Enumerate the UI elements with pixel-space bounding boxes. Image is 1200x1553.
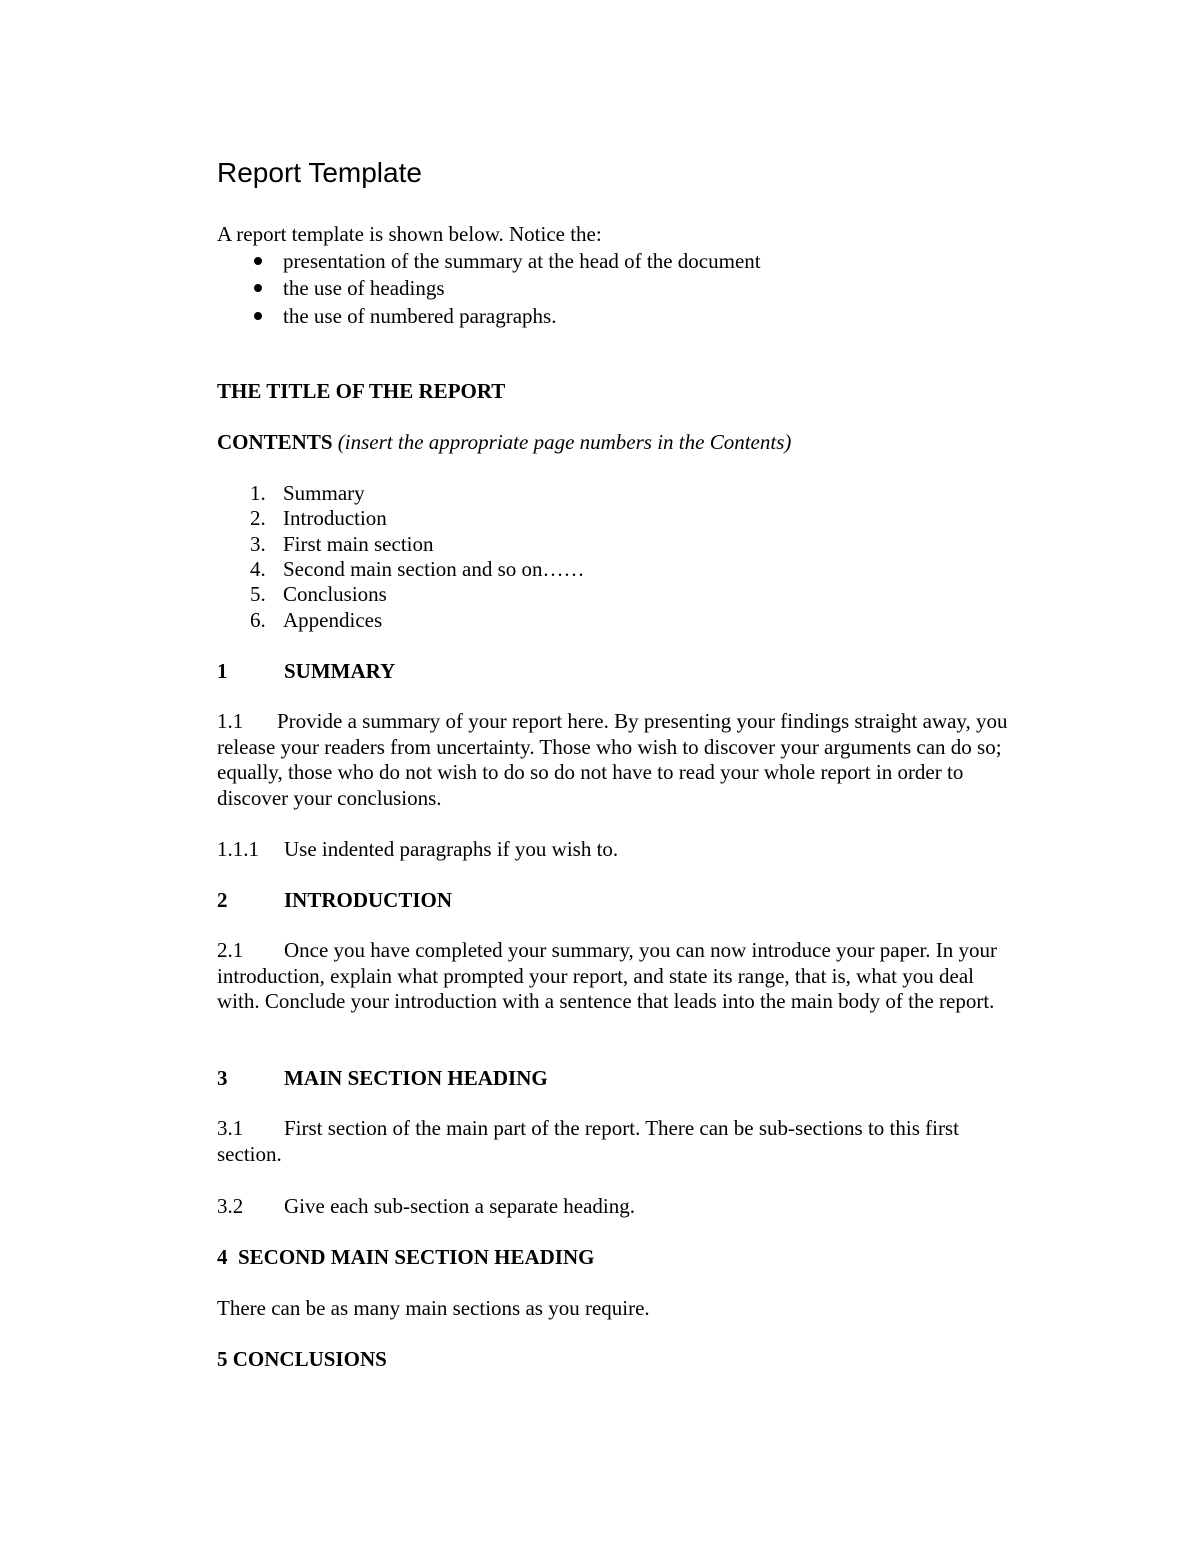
contents-item-number: 4. <box>250 557 266 581</box>
section-heading-main: MAIN SECTION HEADING <box>284 1066 548 1090</box>
paragraph-number: 3.2 <box>217 1194 244 1218</box>
contents-note: (insert the appropriate page numbers in the Contents) <box>337 430 792 454</box>
contents-item-label: Introduction <box>283 506 387 530</box>
contents-heading-line <box>217 429 791 455</box>
section-heading-second-main: 4 SECOND MAIN SECTION HEADING <box>217 1245 595 1269</box>
contents-item-number: 2. <box>250 506 266 530</box>
section-heading-introduction: INTRODUCTION <box>284 888 453 912</box>
section-heading-summary: SUMMARY <box>284 659 396 683</box>
paragraph-number: 1.1 <box>217 709 244 733</box>
intro-text: A report template is shown below. Notice the: <box>217 222 602 246</box>
contents-item-label: Summary <box>283 481 365 505</box>
contents-item-label: First main section <box>283 532 434 556</box>
bullet-icon <box>254 257 262 265</box>
paragraph-text: There can be as many main sections as you require. <box>217 1296 650 1320</box>
section-number: 3 <box>217 1066 228 1090</box>
contents-item-number: 6. <box>250 608 266 632</box>
paragraph-number: 3.1 <box>217 1116 244 1140</box>
section-number: 2 <box>217 888 228 912</box>
contents-item-number: 1. <box>250 481 266 505</box>
paragraph-text: Once you have completed your summary, you can now introduce your paper. In your introduction, explain what prompted your report, and state its range, that is, what you deal with. Conclude your introduction with a sentence that leads into the main body of the report. <box>217 938 998 1013</box>
paragraph-number: 1.1.1 <box>217 837 259 861</box>
report-title: THE TITLE OF THE REPORT <box>217 379 506 403</box>
paragraph-text: First section of the main part of the report. There can be sub-sections to this first section. <box>217 1116 959 1166</box>
contents-item-label: Conclusions <box>283 582 387 606</box>
page-title: Report Template <box>217 157 422 188</box>
paragraph-text: Provide a summary of your report here. By presenting your findings straight away, you release your readers from uncertainty. Those who wish to discover your arguments can do so; equally, those who do not wish to do so do not have to read your whole report in order to discover your conclusions. <box>217 709 1008 810</box>
paragraph-text: Give each sub-section a separate heading. <box>284 1194 636 1218</box>
bullet-icon <box>254 284 262 292</box>
contents-item-number: 5. <box>250 582 266 606</box>
section-heading-conclusions: 5 CONCLUSIONS <box>217 1347 387 1371</box>
contents-heading: CONTENTS <box>217 430 333 454</box>
contents-item-label: Second main section and so on…… <box>283 557 585 581</box>
main-paragraph-1 <box>217 1116 1017 1167</box>
intro-bullet-item: the use of headings <box>283 276 445 300</box>
summary-paragraph <box>217 709 1017 811</box>
paragraph-number: 2.1 <box>217 938 244 962</box>
bullet-icon <box>254 312 262 320</box>
contents-item-label: Appendices <box>283 608 383 632</box>
indented-paragraph-text: Use indented paragraphs if you wish to. <box>284 837 619 861</box>
intro-bullet-item: presentation of the summary at the head of the document <box>283 249 761 273</box>
section-number: 1 <box>217 659 228 683</box>
contents-item-number: 3. <box>250 532 266 556</box>
intro-bullet-item: the use of numbered paragraphs. <box>283 304 557 328</box>
introduction-paragraph <box>217 938 1017 1015</box>
